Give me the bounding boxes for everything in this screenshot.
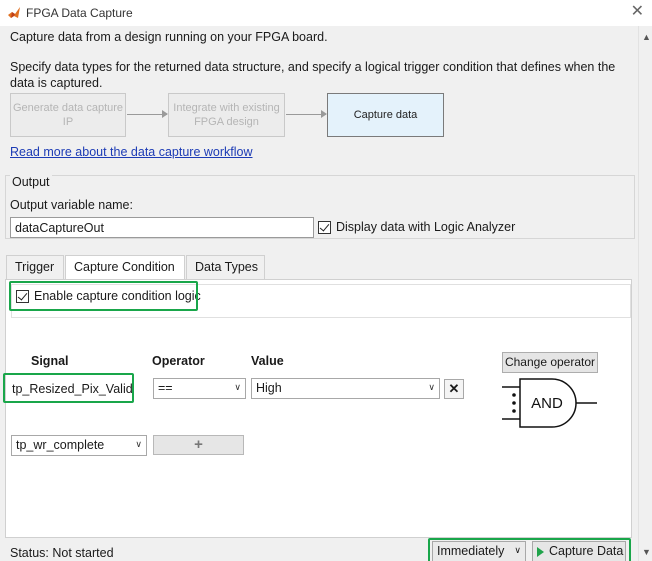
workflow-arrow-icon bbox=[286, 114, 326, 115]
operator-select[interactable] bbox=[153, 378, 246, 399]
workflow-arrow-icon bbox=[127, 114, 167, 115]
condition-signal: tp_Resized_Pix_Valid bbox=[12, 382, 133, 396]
title-bar bbox=[0, 0, 652, 26]
output-variable-label: Output variable name: bbox=[10, 198, 133, 212]
value-select[interactable] bbox=[251, 378, 440, 399]
highlight-enable bbox=[9, 281, 198, 311]
scroll-down-icon[interactable]: ▼ bbox=[642, 547, 651, 557]
chevron-down-icon: ∨ bbox=[514, 545, 521, 555]
workflow-step-capture: Capture data bbox=[327, 93, 444, 137]
add-signal-select[interactable] bbox=[11, 435, 147, 456]
enable-condition-label: Enable capture condition logic bbox=[34, 289, 201, 303]
signal-header: Signal bbox=[31, 354, 69, 368]
matlab-icon bbox=[7, 6, 21, 20]
chevron-down-icon: ∨ bbox=[234, 382, 241, 392]
capture-condition-panel bbox=[5, 279, 632, 538]
intro-description: Specify data types for the returned data structure, and specify a logical trigger condition that defines when the data is captured. bbox=[10, 60, 616, 90]
read-more-link[interactable]: Read more about the data capture workflow bbox=[10, 145, 253, 159]
chevron-down-icon: ∨ bbox=[428, 382, 435, 392]
status-bar bbox=[0, 538, 638, 561]
output-variable-input[interactable] bbox=[10, 217, 314, 238]
scroll-up-icon[interactable]: ▲ bbox=[642, 32, 651, 42]
remove-condition-button[interactable] bbox=[444, 379, 464, 399]
workflow-step-integrate: Integrate with existing FPGA design bbox=[168, 93, 285, 137]
capture-timing-value: Immediately bbox=[437, 544, 505, 558]
status-text: Status: Not started bbox=[10, 546, 114, 560]
logic-analyzer-checkbox[interactable] bbox=[318, 221, 331, 234]
gate-label: AND bbox=[531, 395, 563, 412]
and-gate-icon bbox=[502, 377, 602, 429]
output-section-title: Output bbox=[12, 175, 50, 189]
highlight-capture bbox=[428, 538, 631, 561]
add-signal-value: tp_wr_complete bbox=[16, 438, 105, 452]
chevron-down-icon: ∨ bbox=[135, 439, 142, 449]
close-icon: ✕ bbox=[448, 381, 460, 396]
intro-text: Capture data from a design running on your FPGA board. bbox=[10, 30, 328, 44]
close-icon[interactable]: ✕ bbox=[630, 3, 644, 20]
window-title: FPGA Data Capture bbox=[26, 6, 133, 20]
tab-data-types[interactable]: Data Types bbox=[186, 255, 265, 279]
tab-capture-condition[interactable]: Capture Condition bbox=[65, 255, 185, 280]
logic-analyzer-label: Display data with Logic Analyzer bbox=[336, 220, 516, 234]
plus-icon: + bbox=[194, 436, 203, 453]
add-condition-button[interactable] bbox=[153, 435, 244, 455]
change-operator-button[interactable]: Change operator bbox=[502, 352, 598, 373]
vertical-scrollbar[interactable] bbox=[638, 26, 652, 561]
capture-data-label: Capture Data bbox=[549, 544, 624, 558]
dialog-content bbox=[0, 26, 638, 561]
tab-trigger[interactable]: Trigger bbox=[6, 255, 64, 279]
highlight-signal bbox=[3, 373, 134, 403]
operator-header: Operator bbox=[152, 354, 205, 368]
workflow-step-generate: Generate data capture IP bbox=[10, 93, 126, 137]
value-value: High bbox=[256, 381, 282, 395]
operator-value: == bbox=[158, 381, 173, 395]
logic-analyzer-option[interactable] bbox=[318, 220, 515, 234]
value-header: Value bbox=[251, 354, 284, 368]
